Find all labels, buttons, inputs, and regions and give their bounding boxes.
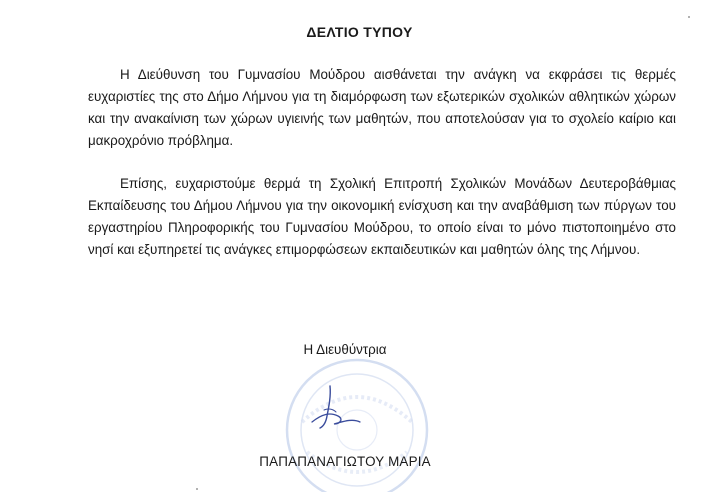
signature-role: Η Διευθύντρια: [303, 342, 387, 357]
signatory-name: ΠΑΠΑΠΑΝΑΓΙΩΤΟΥ ΜΑΡΙΑ: [259, 454, 431, 469]
handwritten-signature: [300, 382, 370, 434]
document-title: ΔΕΛΤΙΟ ΤΥΠΟΥ: [306, 24, 413, 40]
paragraph-thanks-municipality: Η Διεύθυνση του Γυμνασίου Μούδρου αισθάνεται την ανάγκη να εκφράσει τις θερμές ευχαριστίες της στο Δήμο Λήμνου για τη διαμόρφωση των εξωτερικών σχολικών αθλητικών χώρων και την ανακαίνιση των χώρων υγιεινής των μαθητών, που αποτελούσαν για το σχολείο καίριο και μακροχρόνιο πρόβλημα.: [88, 67, 676, 148]
scan-speck: [688, 16, 690, 18]
paragraph-thanks-school-committee: Επίσης, ευχαριστούμε θερμά τη Σχολική Επιτροπή Σχολικών Μονάδων Δευτεροβάθμιας Εκπαίδευσης του Δήμου Λήμνου για την οικονομική ενίσχυση και την αναβάθμιση των πύργων του εργαστηρίου Πληροφορικής του Γυμνασίου Μούδρου, το οποίο είναι το μόνο πιστοποιημένο στο νησί και εξυπηρετεί τις ανάγκες επιμορφώσεων εκπαιδευτικών και μαθητών όλης της Λήμνου.: [88, 176, 676, 257]
scan-speck: [196, 488, 198, 490]
